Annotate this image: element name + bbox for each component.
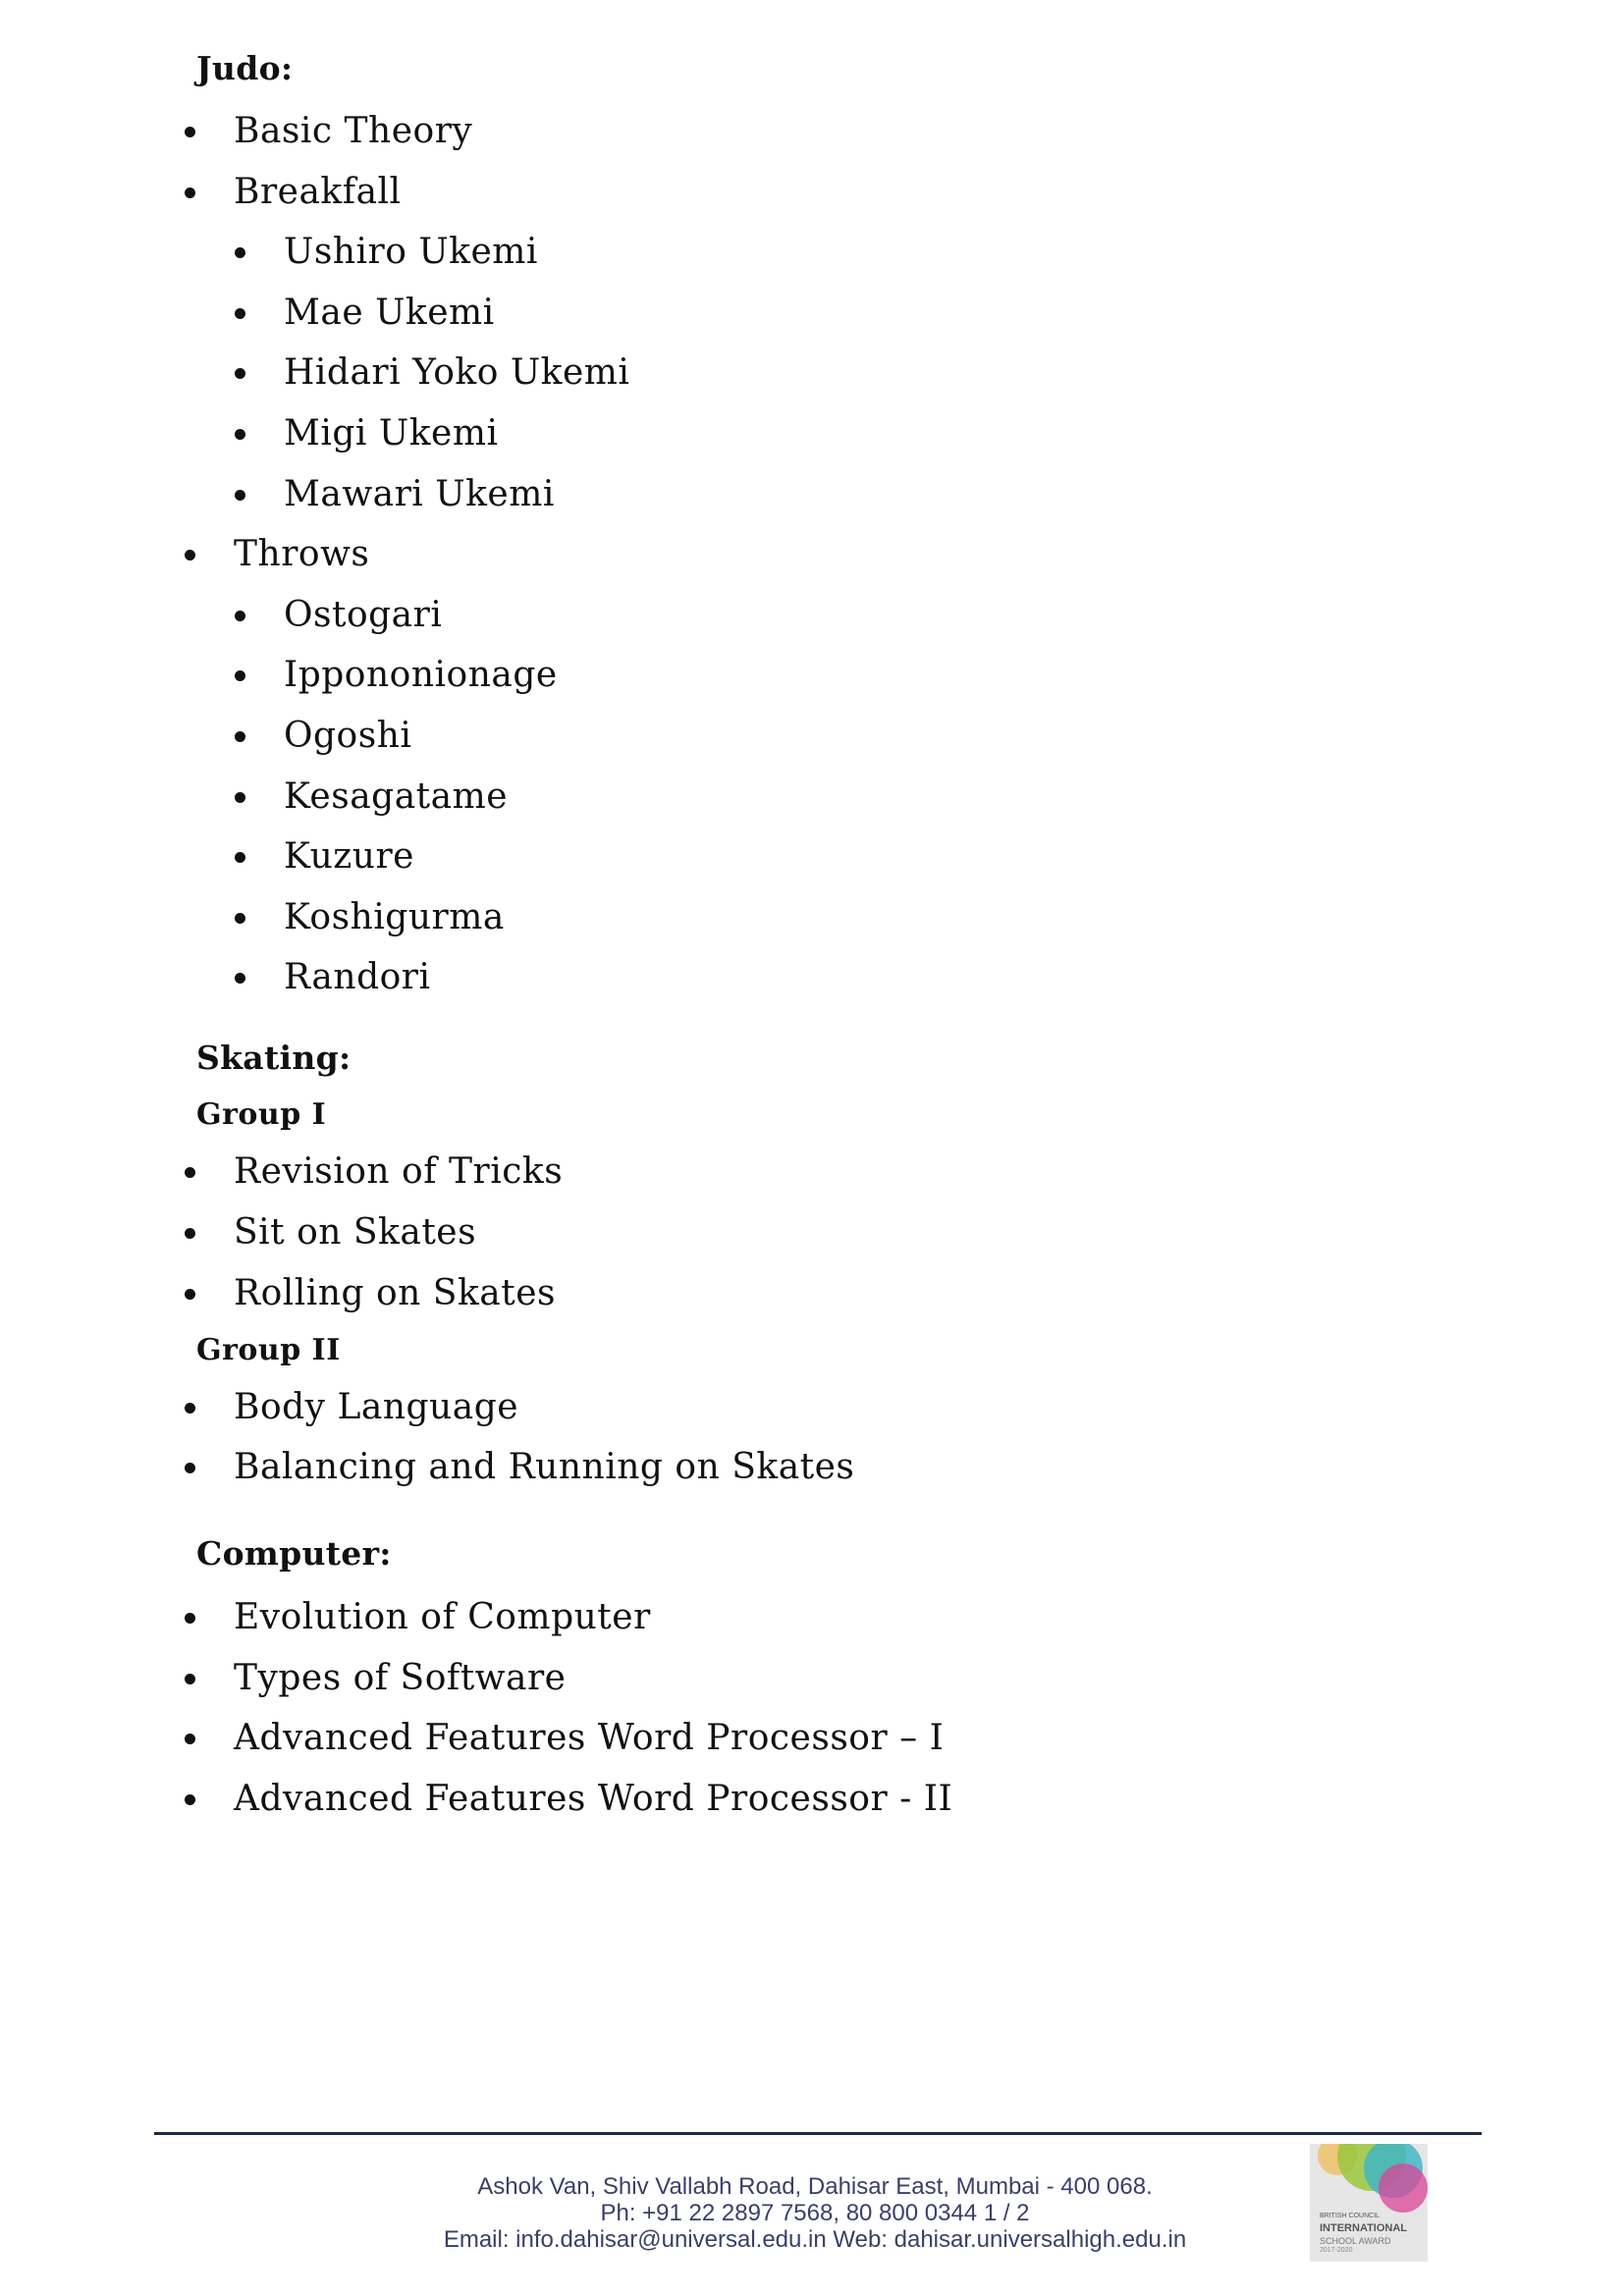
footer-contact [412, 2173, 1218, 2253]
bullet-icon [235, 792, 245, 803]
list-item: Rolling on Skates [234, 1274, 556, 1313]
list-item: Migi Ukemi [284, 414, 499, 454]
judo-heading: Judo: [196, 49, 294, 87]
bullet-icon [185, 1167, 195, 1178]
list-item: Ogoshi [284, 717, 411, 756]
skating-heading: Skating: [196, 1039, 352, 1077]
computer-heading: Computer: [196, 1534, 392, 1573]
list-item: Ostogari [284, 596, 442, 635]
award-line-3: SCHOOL AWARD [1320, 2236, 1391, 2246]
list-item: Ushiro Ukemi [284, 233, 538, 272]
bullet-icon [235, 670, 245, 681]
footer-divider [154, 2132, 1482, 2135]
list-item: Basic Theory [234, 112, 472, 151]
bullet-icon [235, 973, 245, 984]
list-item: Kesagatame [284, 777, 508, 817]
footer-address: Ashok Van, Shiv Vallabh Road, Dahisar East, Mumbai - 400 068. [477, 2173, 1153, 2200]
bullet-icon [185, 1794, 195, 1805]
bullet-icon [235, 913, 245, 924]
award-line-1: BRITISH COUNCIL [1320, 2213, 1380, 2219]
list-item: Balancing and Running on Skates [234, 1448, 854, 1487]
bullet-icon [235, 852, 245, 863]
list-item: Types of Software [234, 1659, 566, 1698]
bullet-icon [185, 1674, 195, 1684]
award-line-4: 2017-2020 [1320, 2247, 1353, 2254]
list-item: Advanced Features Word Processor – I [234, 1719, 944, 1758]
list-item: Throws [234, 535, 369, 574]
list-item: Mawari Ukemi [284, 475, 555, 514]
footer-email-web: Email: info.dahisar@universal.edu.in Web: dahisar.universalhigh.edu.in [443, 2226, 1187, 2253]
bullet-icon [185, 1289, 195, 1300]
list-item: Ippononionage [284, 656, 558, 695]
bullet-icon [235, 368, 245, 379]
group-1-label: Group I [196, 1097, 327, 1132]
list-item: Koshigurma [284, 898, 505, 937]
bullet-icon [185, 1613, 195, 1624]
bullet-icon [185, 127, 195, 137]
list-item: Body Language [234, 1388, 518, 1427]
list-item: Randori [284, 958, 431, 997]
bullet-icon [185, 1734, 195, 1744]
bullet-icon [235, 308, 245, 319]
bullet-icon [185, 1228, 195, 1239]
bullet-icon [185, 1403, 195, 1414]
bullet-icon [235, 611, 245, 621]
list-item: Sit on Skates [234, 1213, 476, 1253]
footer-phone: Ph: +91 22 2897 7568, 80 800 0344 1 / 2 [600, 2200, 1030, 2226]
bullet-icon [185, 187, 195, 198]
list-item: Mae Ukemi [284, 294, 495, 333]
bullet-icon [235, 429, 245, 440]
list-item: Evolution of Computer [234, 1598, 651, 1637]
bullet-icon [235, 490, 245, 501]
list-item: Revision of Tricks [234, 1152, 563, 1192]
list-item: Kuzure [284, 837, 414, 877]
international-school-award-logo [1310, 2144, 1428, 2262]
list-item: Advanced Features Word Processor - II [234, 1780, 952, 1819]
bullet-icon [235, 731, 245, 742]
list-item: Hidari Yoko Ukemi [284, 353, 629, 393]
bullet-icon [185, 550, 195, 561]
bullet-icon [185, 1463, 195, 1473]
group-2-label: Group II [196, 1333, 341, 1367]
award-line-2: INTERNATIONAL [1320, 2222, 1408, 2234]
list-item: Breakfall [234, 173, 402, 212]
bullet-icon [235, 247, 245, 258]
